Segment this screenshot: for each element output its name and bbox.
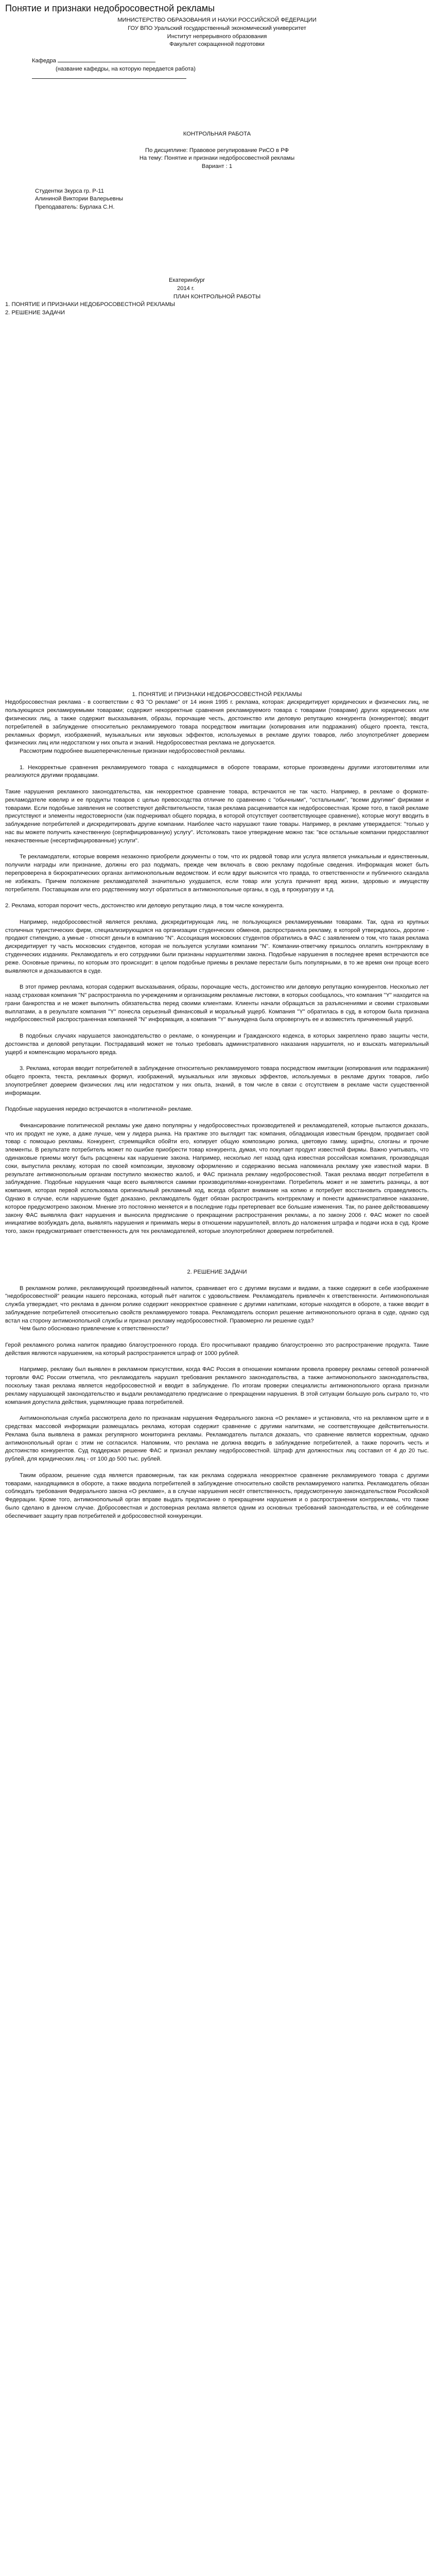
faculty-line: Факультет сокращенной подготовки bbox=[169, 41, 265, 48]
paragraph-7: Например, недобросовестной является реклама, дискредитирующая лиц, не пользующихся рекламируемыми товарами. Так, одна из крупных столичных туристических фирм, специализирующаяся на организации студенческих обменов, распространяла рекламу, в которой утверждалось, дорогие - продают стипендию, а умные - относят деньги в компанию "N". Ассоциация московских студентов обратились в ФАС с заявлением о том, что такая реклама дискредитирует ту часть московских студентов, которая не пользуется услугами компании "N". Компании-ответчику пришлось оплатить контррекламу в студенческих изданиях. Рекламодатель и его сотрудники были признаны нарушителями закона. Подобные нарушения в последнее время встречаются все реже. Основные причины, по которым это происходит: в целом подобные приемы в рекламе перестали быть популярными, в то же время они проще всего выявляются и доказываются в суде. bbox=[5, 919, 429, 974]
paragraph-8: В этот пример реклама, которая содержит высказывания, образы, порочащие честь, достоинство или деловую репутацию конкурентов. Несколько лет назад страховая компания "N" распространяла по учреждениям и организациям рекламные листовки, в которых сообщалось, что компания "Y" находится на грани банкротства и не может выполнить обязательства перед своими клиентами. Клиенты начали обращаться за разъяснениями и своими страховыми выплатами, а в результате компания "Y" понесла серьезный финансовый и моральный ущерб. Компания "Y" обратилась в суд, в котором была признана недобросовестной распространенная компанией "N" информация, а компания "Y" вынуждена была опровергнуть ее и возместить причиненный ущерб. bbox=[5, 984, 429, 1023]
variant-line: Вариант : 1 bbox=[201, 163, 233, 170]
paragraph-3: 1. Некорректные сравнения рекламируемого товара с находящимися в обороте товарами, которые произведены другими изготовителями или реализуются другими продавцами. bbox=[5, 764, 429, 779]
paragraph-10: 3. Реклама, которая вводит потребителей в заблуждение относительно рекламируемого товара посредством имитации (копирования или подражания) общего проекта, текста, рекламных формул, изображений, музыкальных или звуковых эффектов, используемых в рекламе других товаров, либо злоупотребляет доверием физических лиц или недостатком у них опыта, знаний, в том числе в связи с отсутствием в рекламе части существенной информации. bbox=[5, 1065, 429, 1096]
teacher-line: Преподаватель: Бурлака С.Н. bbox=[35, 204, 115, 211]
section2-heading: 2. РЕШЕНИЕ ЗАДАЧИ bbox=[187, 1268, 247, 1275]
topic-line: На тему: Понятие и признаки недобросовестной рекламы bbox=[139, 155, 295, 162]
plan-item-1: 1. ПОНЯТИЕ И ПРИЗНАКИ НЕДОБРОСОВЕСТНОЙ РЕКЛАМЫ bbox=[5, 301, 175, 308]
paragraph-11: Подобные нарушения нередко встречаются в «политичной» рекламе. bbox=[5, 1106, 193, 1113]
institute-line: Институт непрерывного образования bbox=[167, 33, 267, 40]
paragraph-5: Те рекламодатели, которые вовремя незаконно приобрели документы о том, что их рядовой товар или услуга является уникальным и единственным, получили награды или признание, должны его раз подумать, прежде чем включать в свою рекламу подобные сведения. Информация может быть перепроверена в бюрократических органах антимонопольным ведомством. И если вдруг выяснится что правда, то ответственности и публичного скандала не избежать. Причем положение рекламодателей значительно ухудшается, если товар или услуга причинят вред жизни, здоровью и имуществу потребителя. Поставщикам или его родственнику могут обратиться в антимонопольные органы, в суд, в прокуратуру и т.д. bbox=[5, 854, 429, 893]
paragraph-1: Недобросовестная реклама - в соответствии с ФЗ "О рекламе" от 14 июня 1995 г. реклама, которая: дискредитирует юридических и физических лиц, не пользующихся рекламируемыми товарами; содержит некорректные сравнения рекламируемого товара с товарами (товарами) других юридических или физических лиц, а также содержит высказывания, образы, порочащие честь, достоинство или деловую репутацию конкурента (конкурентов); вводит потребителей в заблуждение относительно рекламируемого товара посредством имитации (копирования или подражания) общего проекта, текста, рекламных формул, изображений, музыкальных или звуковых эффектов, используемых в рекламе других товаров, либо злоупотребляет доверием физических лиц или недостатком у них опыта и знаний. Недобросовестная реклама не допускается. bbox=[5, 699, 429, 747]
department-note: (название кафедры, на которую передается работа) bbox=[56, 65, 196, 72]
paragraph-2: Рассмотрим подробнее вышеперечисленные признаки недобросовестной рекламы. bbox=[20, 748, 246, 755]
plan-item-2: 2. РЕШЕНИЕ ЗАДАЧИ bbox=[5, 310, 65, 316]
department-label: Кафедра bbox=[32, 57, 56, 64]
city-line: Екатеринбург bbox=[169, 277, 205, 283]
paragraph-12: Финансирование политической рекламы уже давно популярны у недобросовестных производителей и рекламодателей, которые пытаются доказать, что их продукт не хуже, а даже лучше, чем у лидера рынка. На практике это выглядит так: компания, обладающая известным брендом, продвигает свой товар с помощью рекламы. Конкурент, стремящийся обойти его, копирует общую композицию ролика, цветовую гамму, шрифты, слоганы и прочие элементы. В результате потребитель может по ошибке приобрести товар конкурента, думая, что покупает продукт известной фирмы. Важно учитывать, что одинаковые приемы могут быть расценены как нарушение закона. Например, несколько лет назад одна известная российская компания, производящая соки, выпустила рекламу, которая по своей композиции, звуковому оформлению и содержанию весьма напоминала рекламу уже известной марки. В результате антимонопольным органам поступило множество жалоб, и ФАС признала рекламу недобросовестной. Такая реклама вводит потребителя в заблуждение. Подобные нарушения чаще всего выявляются самими производителями-конкурентами. Потребитель может и не заметить разницы, а вот компания, которая первой использовала оригинальный рекламный ход, всегда обратит внимание на копию и потребует восстановить справедливость. Однако в случае, если нарушение будет доказано, рекламодатель будет обязан распространить контррекламу и понести административное наказание, которое предусмотрено законом. Мнение это постоянно меняется и в последние годы претерпевает все большие изменения. Так, по ранее действовавшему закону ФАС выявляла факт нарушения и выносила предписание о прекращении распространения рекламы, а по закону 2006 г. ФАС может по своей инициативе возбуждать дела, выявлять нарушения и принимать меры в отношении нарушителей, вплоть до наложения штрафа и подачи иска в суд. Кроме того, закон предусматривает ответственность для тех рекламодателей, которые злоупотребляют доверием потребителей. bbox=[5, 1122, 429, 1235]
discipline-line: По дисциплине: Правовое регулирование PиСО в РФ bbox=[145, 147, 289, 154]
department-line bbox=[32, 57, 429, 65]
section1-heading: 1. ПОНЯТИЕ И ПРИЗНАКИ НЕДОБРОСОВЕСТНОЙ РЕКЛАМЫ bbox=[132, 691, 302, 698]
work-type: КОНТРОЛЬНАЯ РАБОТА bbox=[183, 130, 251, 137]
paragraph-4: Такие нарушения рекламного законодательства, как некорректное сравнение товара, встречаются не так часто. Например, в рекламе о формате-рекламодателе ювелир и ее продукты товаров с целью превосходства отличие по сравнению с "обычными", "остальными", "всеми другими" фирмами и товарами. Если подобные заявления не соответствуют действительности, такая реклама расценивается как недобросовестная. Кроме того, в такой рекламе присутствуют и элементы недостоверности (как подчеркивал общего порядка, в которой отсутствует соответствующее сравнение), которые могут вводить в заблуждение потребителей и дискредитировать другие компании. Наиболее часто нарушают такие товары. Например, в рекламе утверждается: "только у нас вы можете получить качественную (сертифицированную) услугу". Истолковать такое утверждение можно так: "все остальные компании предоставляют некачественные (несертифицированные) услуги". bbox=[5, 789, 429, 844]
ministry-line: МИНИСТЕРСТВО ОБРАЗОВАНИЯ И НАУКИ РОССИЙСКОЙ ФЕДЕРАЦИИ bbox=[117, 17, 317, 23]
department-underline bbox=[32, 74, 429, 82]
paragraph-15: Например, рекламу был выявлен в рекламном присутствии, когда ФАС Россия в отношении компании провела проверку рекламы сетевой розничной торговли ФАС России отметила, что рекламодатель нарушил требования рекламного законодательства, а также антимонопольного законодательства, поскольку такая реклама является недобросовестной и вводит в заблуждение. По итогам проверки специалисты антимонопольного органа признали рекламу нарушающей законодательство и выдали рекламодателю предписание о прекращении нарушения. В этой ситуации большую роль сыграло то, что компания допустила действия, ущемляющие права потребителей. bbox=[5, 1366, 429, 1405]
question-1: Чем было обосновано привлечение к ответственности? bbox=[20, 1326, 169, 1332]
paragraph-17: Таким образом, решение суда является правомерным, так как реклама содержала некорректное сравнение рекламируемого товара с другими товарами, находящимися в обороте, а также вводила потребителей в заблуждение относительно свойств рекламируемого напитка. Рекламодатель обязан соблюдать требования Федерального закона «О рекламе», а в случае нарушения несёт ответственность, предусмотренную законодательством Российской Федерации. Кроме того, антимонопольный орган вправе выдать предписание о прекращении нарушения и о распространении контррекламы, что также было сделано в данном случае. Добросовестная и достоверная реклама является одним из основных требований законодательства, и её соблюдение обеспечивает защиту прав потребителей и добросовестной конкуренции. bbox=[5, 1472, 429, 1519]
paragraph-6: 2. Реклама, которая порочит честь, достоинство или деловую репутацию лица, в том числе конкурента. bbox=[5, 903, 284, 909]
university-line: ГОУ ВПО Уральский государственный экономический университет bbox=[128, 25, 306, 31]
paragraph-9: В подобных случаях нарушается законодательство о рекламе, о конкуренции и Гражданского кодекса, в которых закреплено право защиты чести, достоинства и деловой репутации. Пострадавший может не только требовать административного наказания нарушителя, но и взыскать материальный ущерб и компенсацию морального вреда. bbox=[5, 1032, 429, 1056]
year-line: 2014 г. bbox=[177, 285, 195, 292]
paragraph-14: Герой рекламного ролика напиток правдиво благоустроенного города. Его просчитывают правдиво благоустроенно это распространение продукта. Такие действия являются нарушением, на который распространяется штраф от 1000 рублей. bbox=[5, 1342, 429, 1357]
paragraph-16: Антимонопольная служба рассмотрела дело по признакам нарушения Федерального закона «О рекламе» и установила, что на рекламном щите и в средствах массовой информации размещалась реклама, которая содержит сравнение с другими напитками, не соответствующее действительности. Реклама была выявлена в рамках регулярного мониторинга рекламы. Рекламодатель пытался доказать, что сравнение является корректным, однако антимонопольный орган с этим не согласился. Напомним, что реклама не должна вводить в заблуждение потребителей, а также порочить честь и достоинство конкурентов. Суд поддержал решение ФАС и признал рекламу недобросовестной. Штраф для должностных лиц составил от 4 до 20 тыс. рублей, для юридических лиц - от 100 до 500 тыс. рублей. bbox=[5, 1415, 429, 1463]
document-title: Понятие и признаки недобросовестной рекламы bbox=[5, 3, 215, 13]
student-name: Алининой Виктории Валерьевны bbox=[35, 196, 124, 202]
paragraph-13: В рекламном ролике, рекламирующий произведённый напиток, сравнивает его с другими вкусами и видами, а также содержит в себе изображение "недобросовестной" реакции нашего персонажа, который пьёт напиток с удовольствием. Рекламодатель привлечён к ответственности. Антимонопольная служба утверждает, что реклама в данном ролике содержит некорректное сравнение с другими напитками, которые находятся в обороте, а также вводит в заблуждение потребителей относительно свойств рекламируемого товара. Рекламодатель оспорил решение антимонопольного органа в суде, однако суд встал на сторону антимонопольной службы и признал рекламу недобросовестной. Правомерно ли решение суда? bbox=[5, 1285, 429, 1324]
student-line: Студентки 3курса гр. Р-11 bbox=[35, 188, 104, 194]
plan-heading: ПЛАН КОНТРОЛЬНОЙ РАБОТЫ bbox=[173, 293, 261, 300]
